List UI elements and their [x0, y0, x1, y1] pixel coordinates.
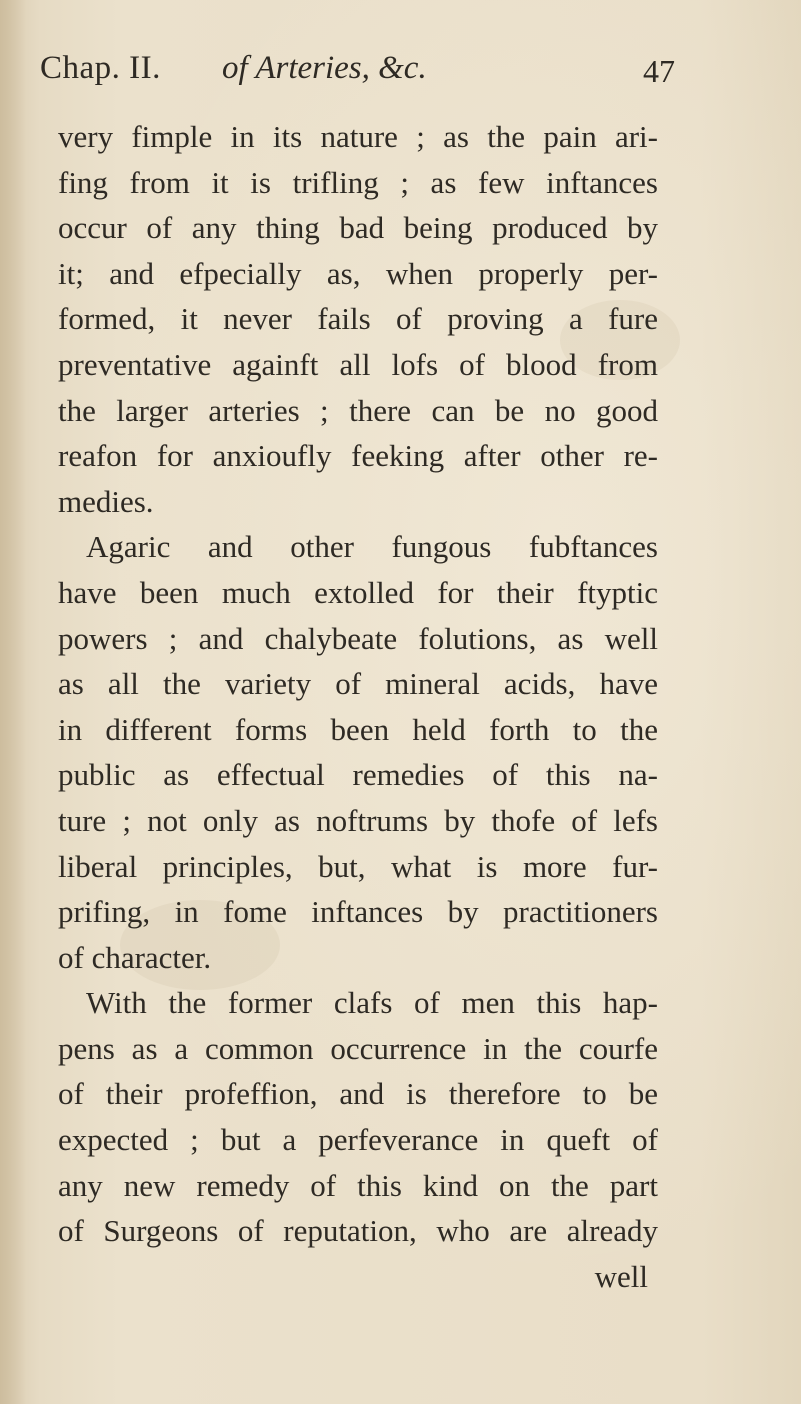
text-line: pens as a common occurrence in the courfe [58, 1030, 658, 1066]
paragraph-start-line: Agaric and other fungous fubftances [86, 529, 658, 565]
text-line: the larger arteries ; there can be no good [58, 392, 658, 428]
running-title: of Arteries, &c. [222, 50, 427, 86]
page-number: 47 [643, 53, 675, 89]
text-line: reafon for anxioufly feeking after other re- [58, 438, 658, 474]
text-line: have been much extolled for their ftyptic [58, 574, 658, 610]
catchword: well [594, 1258, 648, 1294]
body-text [58, 114, 658, 1299]
paragraph-start-line: With the former clafs of men this hap- [86, 985, 658, 1021]
text-line: medies. [58, 483, 154, 519]
text-line: preventative againft all lofs of blood from [58, 346, 658, 382]
text-line: very fimple in its nature ; as the pain ari- [58, 119, 658, 154]
text-line: it; and efpecially as, when properly per- [58, 255, 658, 291]
text-line: as all the variety of mineral acids, have [58, 666, 658, 702]
text-line: of Surgeons of reputation, who are already [58, 1213, 658, 1249]
text-line: of character. [58, 939, 212, 975]
text-line: expected ; but a perfeverance in queft of [58, 1122, 658, 1158]
text-line: public as effectual remedies of this na- [58, 757, 658, 793]
text-line: powers ; and chalybeate folutions, as well [58, 620, 658, 656]
page-gutter-shadow [0, 0, 26, 1404]
text-line: any new remedy of this kind on the part [58, 1167, 658, 1203]
text-line: prifing, in fome inftances by practitioners [58, 894, 658, 930]
running-head [40, 50, 680, 94]
text-line: occur of any thing bad being produced by [58, 210, 658, 246]
text-line: formed, it never fails of proving a fure [58, 301, 658, 337]
text-line: of their profeffion, and is therefore to be [58, 1076, 658, 1112]
text-line: fing from it is trifling ; as few inftances [58, 164, 658, 200]
text-line: in different forms been held forth to the [58, 711, 658, 747]
text-line: liberal principles, but, what is more fur- [58, 848, 658, 884]
chapter-label: Chap. II. [40, 50, 161, 86]
text-line: ture ; not only as noftrums by thofe of lefs [58, 802, 658, 838]
